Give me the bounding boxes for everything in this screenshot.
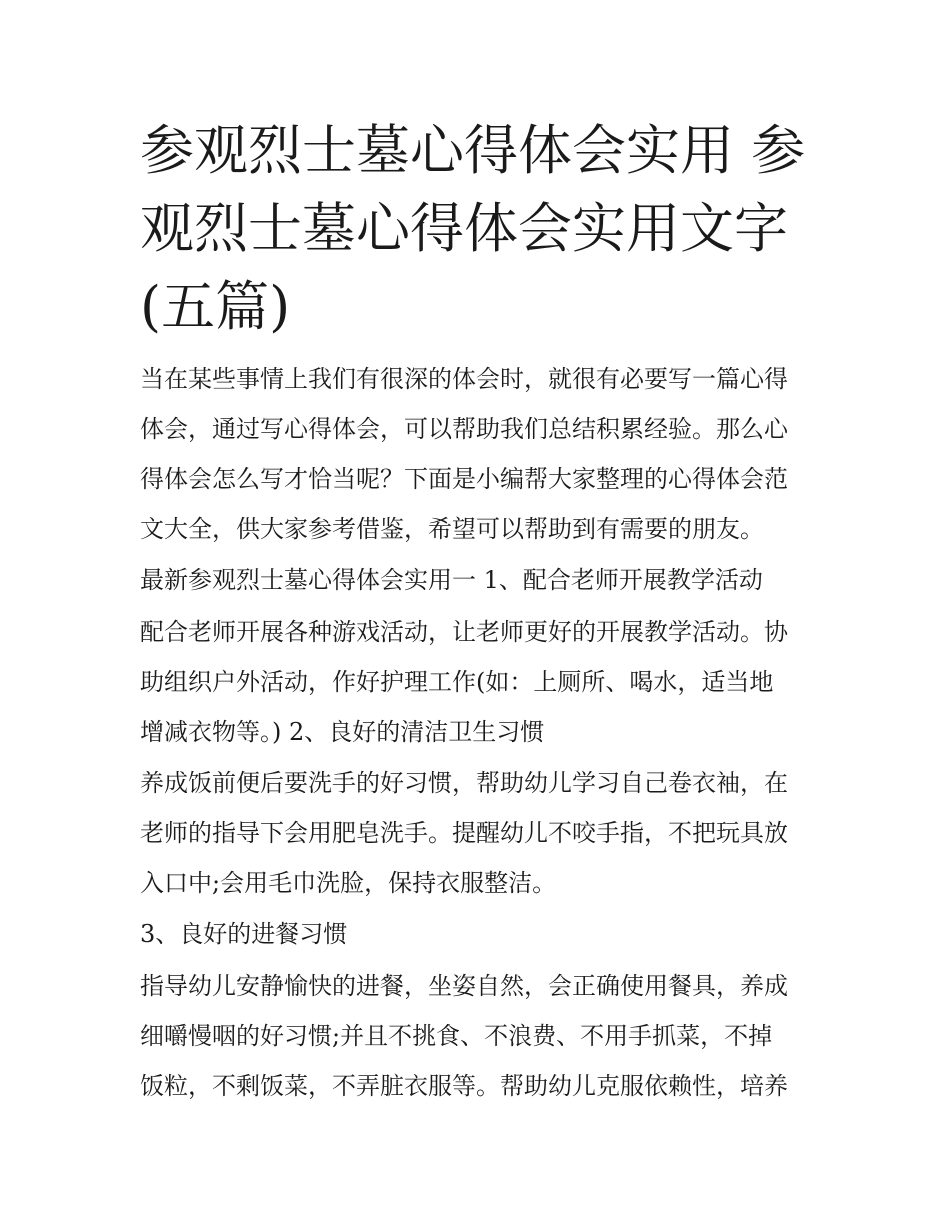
body-line: 指导幼儿安静愉快的进餐，坐姿自然，会正确使用餐具，养成 bbox=[140, 972, 788, 1000]
body-line: 最新参观烈士墓心得体会实用一 1、配合老师开展教学活动 bbox=[140, 566, 763, 594]
body-line: 当在某些事情上我们有很深的体会时，就很有必要写一篇心得 bbox=[140, 365, 788, 393]
body-line: 老师的指导下会用肥皂洗手。提醒幼儿不咬手指，不把玩具放 bbox=[140, 819, 788, 847]
body-line: 细嚼慢咽的好习惯;并且不挑食、不浪费、不用手抓菜，不掉 bbox=[140, 1022, 773, 1050]
body-line: 增减衣物等。) 2、良好的清洁卫生习惯 bbox=[140, 718, 545, 746]
body-line: 配合老师开展各种游戏活动，让老师更好的开展教学活动。协 bbox=[140, 618, 788, 646]
body-line: 养成饭前便后要洗手的好习惯，帮助幼儿学习自己卷衣袖，在 bbox=[140, 769, 788, 797]
body-line: 体会，通过写心得体会，可以帮助我们总结积累经验。那么心 bbox=[140, 415, 788, 443]
page-title: 参观烈士墓心得体会实用 参观烈士墓心得体会实用文字(五篇) bbox=[140, 119, 806, 338]
body-line: 饭粒，不剩饭菜，不弄脏衣服等。帮助幼儿克服依赖性，培养 bbox=[140, 1072, 788, 1100]
body-line: 助组织户外活动，作好护理工作(如：上厕所、喝水，适当地 bbox=[140, 668, 774, 696]
body-line: 文大全，供大家参考借鉴，希望可以帮助到有需要的朋友。 bbox=[140, 515, 764, 543]
body-line: 3、良好的进餐习惯 bbox=[140, 920, 348, 948]
body-line: 得体会怎么写才恰当呢？下面是小编帮大家整理的心得体会范 bbox=[140, 465, 788, 493]
body-line: 入口中;会用毛巾洗脸，保持衣服整洁。 bbox=[140, 869, 557, 897]
